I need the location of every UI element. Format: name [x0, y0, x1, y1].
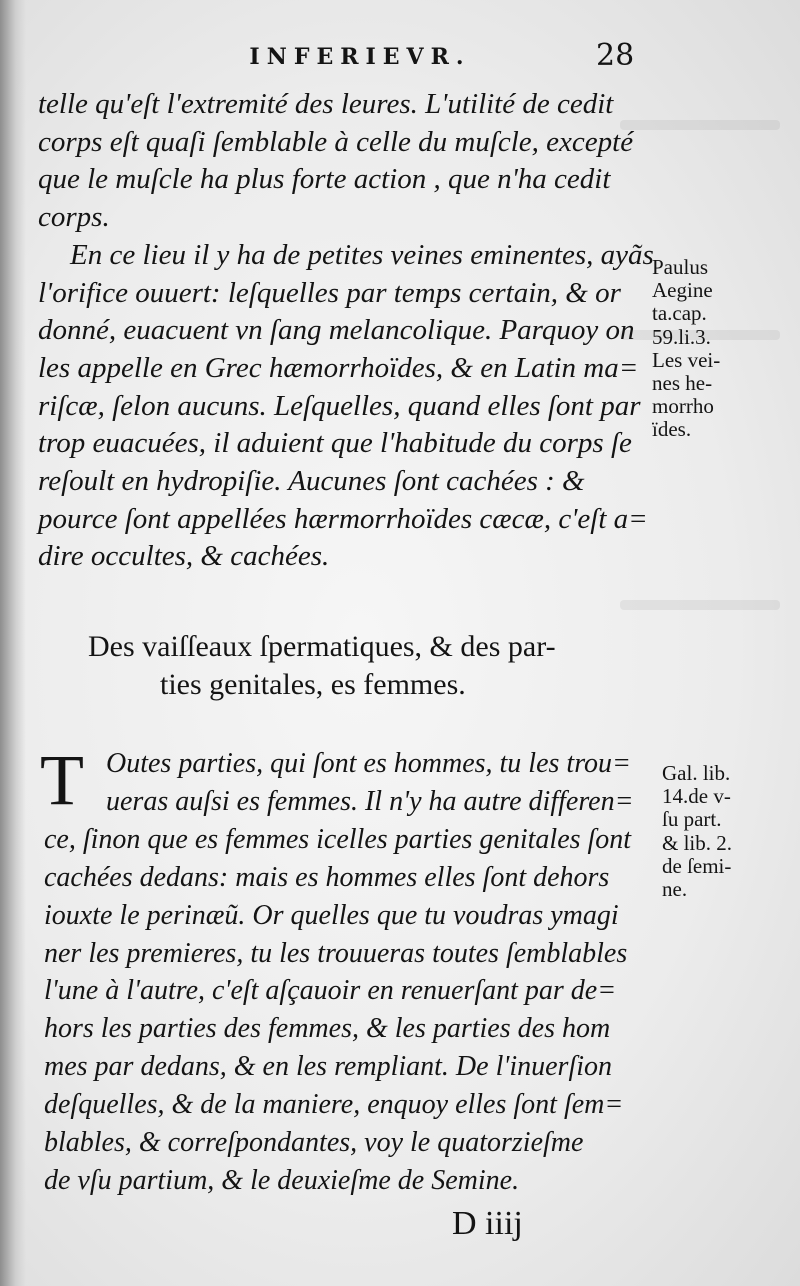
text-line: dire occultes, & cachées. [38, 540, 330, 573]
text-line: deſquelles, & de la maniere, enquoy elles ſont ſem= [44, 1089, 624, 1121]
text-line: cachées dedans: mais es hommes elles ſont dehors [44, 861, 610, 893]
note-line: nes he- [652, 371, 713, 396]
section-heading [88, 628, 608, 704]
text-line: mes par dedans, & en les rempliant. De l'inuerſion [44, 1051, 612, 1083]
page-number: 28 [596, 38, 635, 73]
note-line: Les vei- [652, 347, 721, 372]
note-line: 14.de v- [662, 784, 731, 809]
note-line: ta.cap. [652, 301, 707, 326]
running-head: INFERIEVR. [249, 44, 471, 70]
note-line: ſu part. [662, 807, 722, 832]
binding-gutter-shadow [0, 0, 26, 1286]
text-line: reſoult en hydropiſie. Aucunes ſont cachées : & [38, 465, 585, 498]
text-line: de vſu partium, & le deuxieſme de Semine. [44, 1164, 520, 1196]
text-line: Outes parties, qui ſont es hommes, tu les trou= [106, 748, 631, 779]
note-line: ïdes. [652, 417, 692, 442]
text-line: iouxte le perinæũ. Or quelles que tu voudras ymagi [44, 899, 619, 931]
text-line: trop euacuées, il aduient que l'habitude du corps ſe [38, 427, 632, 460]
note-line: & lib. 2. [662, 830, 733, 855]
margin-note-paulus [652, 256, 800, 442]
text-line: corps. [38, 201, 110, 234]
note-line: Paulus [652, 255, 709, 279]
margin-note-galen [662, 762, 782, 901]
text-line: ner les premieres, tu les trouueras toutes ſemblables [44, 937, 628, 969]
text-line: hors les parties des femmes, & les parties des hom [44, 1013, 611, 1045]
drop-cap: T [40, 740, 84, 820]
note-line: Gal. lib. [662, 761, 731, 785]
text-line: les appelle en Grec hæmorrhoïdes, & en Latin ma= [38, 351, 639, 384]
note-line: morrho [652, 394, 714, 419]
text-line: l'orifice ouuert: leſquelles par temps certain, & or [38, 276, 621, 309]
text-line: ce, ſinon que es femmes icelles parties genitales ſont [44, 823, 632, 855]
note-line: de ſemi- [662, 853, 732, 878]
note-line: ne. [662, 877, 688, 902]
text-line: riſcæ, ſelon aucuns. Leſquelles, quand elles ſont par [38, 389, 641, 422]
text-line: corps eſt quaſi ſemblable à celle du muſcle, excepté [38, 125, 634, 158]
text-line: l'une à l'autre, c'eſt aſçauoir en renuerſant par de= [44, 975, 617, 1007]
text-line: telle qu'eſt l'extremité des leures. L'utilité de cedit [38, 88, 614, 120]
text-line: que le muſcle ha plus forte action , que n'ha cedit [38, 163, 611, 196]
paragraph-3 [40, 740, 664, 1200]
text-line: blables, & correſpondantes, voy le quatorzieſme [44, 1127, 584, 1159]
text-line: En ce lieu il y ha de petites veines eminentes, ayãs [70, 238, 654, 271]
text-line: donné, euacuent vn ſang melancolique. Parquoy on [38, 314, 635, 347]
text-line: ueras auſsi es femmes. Il n'y ha autre differen= [106, 785, 634, 817]
heading-line: Des vaiſſeaux ſpermatiques, & des par- [88, 630, 556, 663]
heading-line: ties genitales, es femmes. [160, 668, 466, 701]
bleed-through-mark [620, 120, 780, 130]
note-line: 59.li.3. [652, 324, 711, 349]
paragraph-1 [38, 86, 654, 576]
note-line: Aegine [652, 278, 713, 303]
bleed-through-mark [620, 600, 780, 610]
text-line: pource ſont appellées hærmorrhoïdes cæcæ, c'eſt a= [38, 502, 648, 535]
signature-mark: D iiij [452, 1205, 523, 1242]
